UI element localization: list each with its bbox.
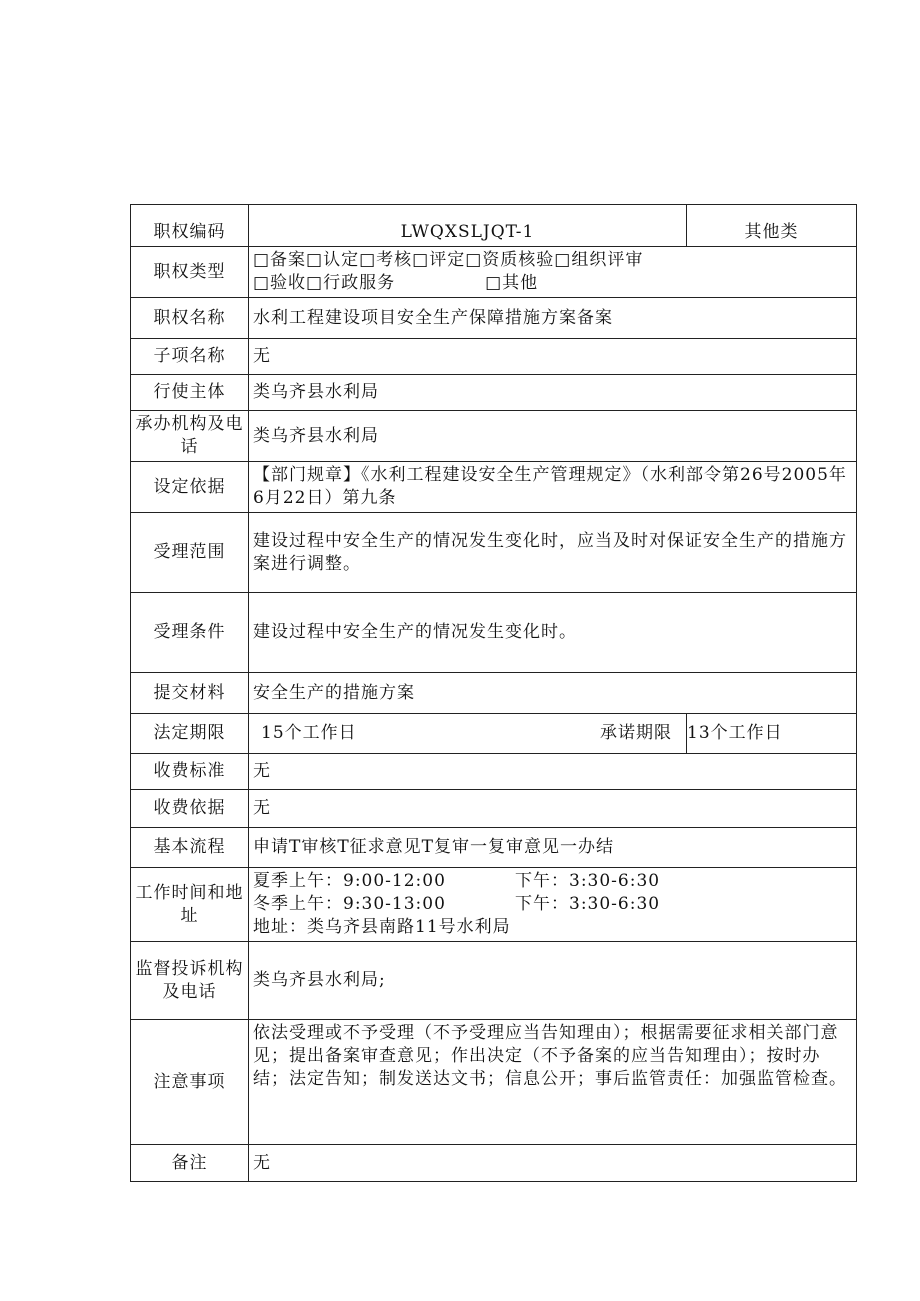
- type-line-1: □备案□认定□考核□评定□资质核验□组织评审: [253, 250, 644, 270]
- value-code: LWQXSLJQT-1: [249, 205, 687, 247]
- value-type: [249, 247, 857, 298]
- row-agency: [131, 411, 857, 462]
- authority-table: [130, 204, 857, 1182]
- row-subject: [131, 375, 857, 411]
- label-process: 基本流程: [131, 828, 249, 868]
- address: 地址：类乌齐县南路11号水利局: [253, 917, 511, 937]
- winter-am: 冬季上午：9:30-13:00: [253, 894, 446, 914]
- row-process: [131, 828, 857, 868]
- value-subitem: 无: [249, 339, 857, 375]
- label-scope: 受理范围: [131, 513, 249, 593]
- row-fee-standard: [131, 754, 857, 790]
- value-notes: 依法受理或不予受理（不予受理应当告知理由）；根据需要征求相关部门意见；提出备案审查意见；作出决定（不予备案的应当告知理由）；按时办结；法定告知；制发送达文书；信息公开；事后监管责任：加强监管检查。: [249, 1020, 857, 1145]
- value-fee-basis: 无: [249, 790, 857, 828]
- row-hours: [131, 868, 857, 942]
- winter-pm: 下午：3:30-6:30: [515, 894, 661, 914]
- value-scope: 建设过程中安全生产的情况发生变化时，应当及时对保证安全生产的措施方案进行调整。: [249, 513, 857, 593]
- row-materials: [131, 673, 857, 714]
- row-condition: [131, 593, 857, 673]
- label-condition: 受理条件: [131, 593, 249, 673]
- value-category: 其他类: [687, 205, 857, 247]
- value-agency: 类乌齐县水利局: [249, 411, 857, 462]
- row-code: [131, 205, 857, 247]
- row-fee-basis: [131, 790, 857, 828]
- label-hours: 工作时间和地址: [131, 868, 249, 942]
- value-fee-standard: 无: [249, 754, 857, 790]
- row-scope: [131, 513, 857, 593]
- value-basis: 【部门规章】《水利工程建设安全生产管理规定》（水利部令第26号2005年6月22日）第九条: [249, 462, 857, 513]
- label-promise: 承诺期限: [600, 723, 672, 743]
- label-subitem: 子项名称: [131, 339, 249, 375]
- summer-pm: 下午：3:30-6:30: [515, 871, 661, 891]
- value-subject: 类乌齐县水利局: [249, 375, 857, 411]
- value-materials: 安全生产的措施方案: [249, 673, 857, 714]
- label-fee-standard: 收费标准: [131, 754, 249, 790]
- row-subitem: [131, 339, 857, 375]
- label-subject: 行使主体: [131, 375, 249, 411]
- row-complaint: [131, 942, 857, 1020]
- label-materials: 提交材料: [131, 673, 249, 714]
- value-deadline: 15个工作日: [261, 723, 357, 743]
- label-notes: 注意事项: [131, 1020, 249, 1145]
- row-remarks: [131, 1145, 857, 1182]
- row-notes: [131, 1020, 857, 1145]
- label-basis: 设定依据: [131, 462, 249, 513]
- value-condition: 建设过程中安全生产的情况发生变化时。: [249, 593, 857, 673]
- label-complaint: 监督投诉机构及电话: [131, 942, 249, 1020]
- row-name: [131, 298, 857, 339]
- label-agency: 承办机构及电话: [131, 411, 249, 462]
- value-process: 申请T审核T征求意见T复审一复审意见一办结: [249, 828, 857, 868]
- label-deadline: 法定期限: [131, 714, 249, 754]
- label-fee-basis: 收费依据: [131, 790, 249, 828]
- value-remarks: 无: [249, 1145, 857, 1182]
- label-remarks: 备注: [131, 1145, 249, 1182]
- value-hours: [249, 868, 857, 942]
- deadline-cell: [249, 714, 687, 754]
- value-promise: 13个工作日: [687, 714, 857, 754]
- label-type: 职权类型: [131, 247, 249, 298]
- row-basis: [131, 462, 857, 513]
- type-line-2: □验收□行政服务 □其他: [253, 273, 539, 293]
- row-deadline: [131, 714, 857, 754]
- label-name: 职权名称: [131, 298, 249, 339]
- value-name: 水利工程建设项目安全生产保障措施方案备案: [249, 298, 857, 339]
- label-code: 职权编码: [131, 205, 249, 247]
- value-complaint: 类乌齐县水利局;: [249, 942, 857, 1020]
- summer-am: 夏季上午：9:00-12:00: [253, 871, 446, 891]
- row-type: [131, 247, 857, 298]
